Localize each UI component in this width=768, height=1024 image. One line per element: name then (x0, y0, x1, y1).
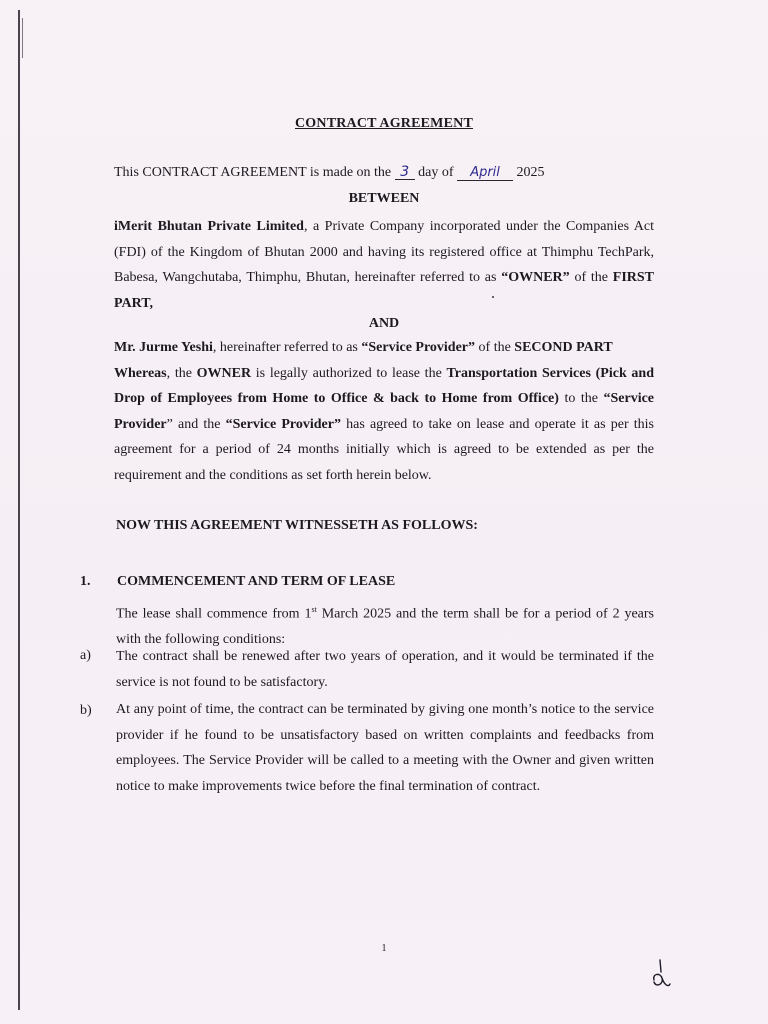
handwritten-day: 3 (395, 165, 415, 180)
owner-company-name: iMerit Bhutan Private Limited (114, 219, 304, 234)
provider-name: Mr. Jurme Yeshi (114, 340, 213, 355)
list-item-text: The contract shall be renewed after two years of operation, and it would be terminated if the service is not found to be satisfactory. (116, 649, 654, 690)
agreement-date-line (114, 165, 545, 181)
services-description: Transportation Services (Pick and Drop of Employees from Home to Office & back to Home from Office) (114, 365, 655, 406)
owner-term: “OWNER” (501, 270, 570, 285)
made-on-prefix: This CONTRACT AGREEMENT is made on the (114, 165, 392, 180)
intro-text: The lease shall commence from 1 (116, 606, 312, 622)
section-title: COMMENCEMENT AND TERM OF LEASE (117, 574, 396, 589)
second-part-label: SECOND PART (514, 340, 613, 355)
between-heading: BETWEEN (348, 191, 420, 206)
owner-paragraph (114, 214, 654, 316)
list-item-text: At any point of time, the contract can be terminated by giving one month’s notice to the service provider if he found to be unsatisfactory based on written complaints and feedbacks from employees. The Service Provider will be called to a meeting with the Owner and given written notice to make improvements twice before the final termination of contract. (116, 702, 654, 794)
page-number: 1 (381, 943, 387, 954)
provider-para-text-3: , the (166, 365, 197, 381)
scan-edge-line (18, 10, 20, 1010)
section-number: 1. (80, 574, 91, 589)
owner-para-text-2: of the (569, 270, 613, 285)
document-title: CONTRACT AGREEMENT (295, 116, 473, 131)
provider-paragraph (114, 335, 654, 488)
provider-para-text-7: has agreed to take on lease and operate it as per this agreement for a period of 24 months initially which is agreed to be extended as per the requirement and the conditions as set forth herein below. (114, 416, 654, 483)
service-provider-term: “Service Provider” (361, 340, 476, 355)
owner-label: OWNER (196, 365, 252, 381)
service-provider-term-2: “Service Provider (114, 391, 655, 432)
handwritten-month: April (457, 166, 513, 181)
first-part-label: FIRST PART, (114, 270, 655, 311)
witnesseth-heading: NOW THIS AGREEMENT WITNESSETH AS FOLLOWS: (116, 518, 478, 533)
provider-para-text-6: ” and the (166, 416, 226, 432)
provider-para-text-4: is legally authorized to lease the (251, 365, 447, 381)
handwritten-initials (648, 958, 674, 992)
whereas-label: Whereas (114, 365, 167, 381)
list-item-marker: a) (80, 648, 91, 663)
intro-text-2: March 2025 and the term shall be for a period of 2 years with the following conditions: (116, 606, 654, 648)
agreement-year: 2025 (516, 165, 545, 180)
intro-superscript: st (311, 605, 317, 614)
provider-para-text-5: to the (558, 391, 604, 406)
scan-speck (492, 296, 494, 298)
day-word: day of (418, 165, 454, 180)
scan-edge-mark (22, 18, 23, 58)
owner-para-text: , a Private Company incorporated under the Companies Act (FDI) of the Kingdom of Bhutan 2000 and having its registered office at Thimphu TechPark, Babesa, Wangchutaba, Thimphu, Bhutan, hereinafter referred to as (114, 219, 654, 285)
provider-para-text-2: of the (475, 340, 515, 355)
list-item-marker: b) (80, 703, 92, 718)
provider-para-text: , hereinafter referred to as (212, 340, 362, 355)
service-provider-term-3: “Service Provider” (225, 416, 341, 432)
and-heading: AND (368, 316, 400, 331)
